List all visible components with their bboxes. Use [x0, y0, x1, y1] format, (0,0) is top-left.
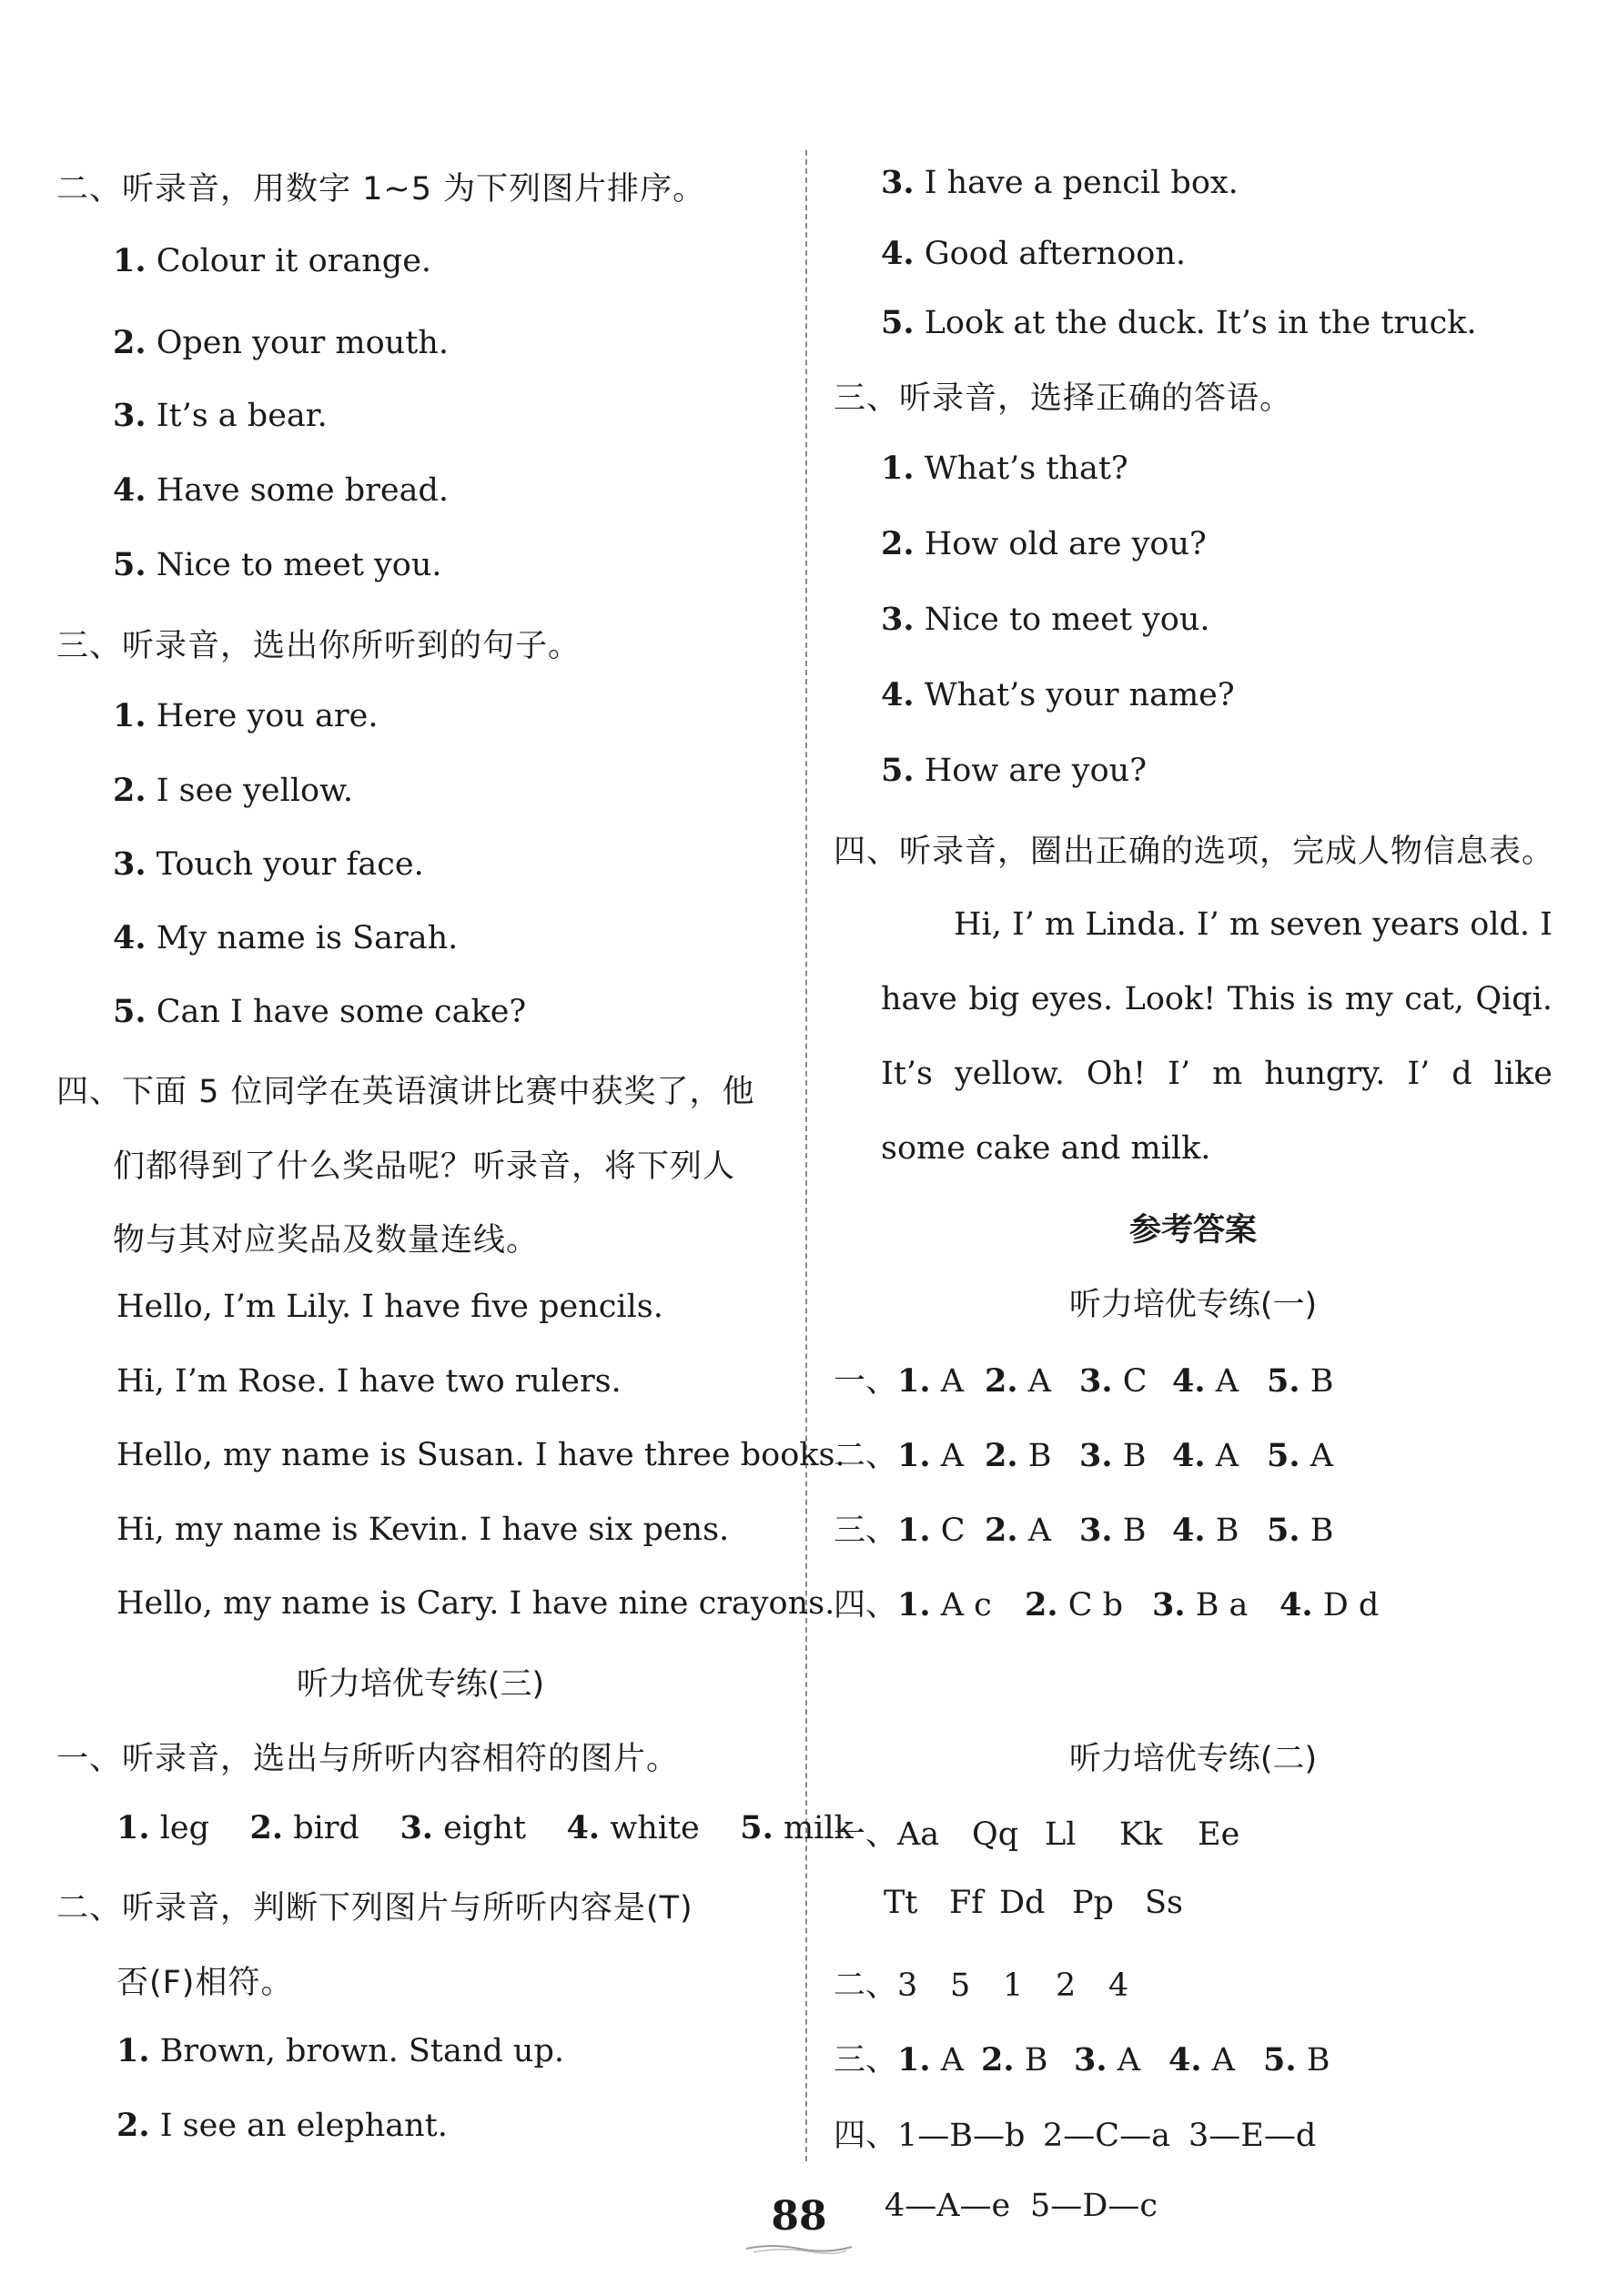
script-line: Hello, my name is Cary. I have nine crayons. — [116, 1585, 835, 1622]
answer-cell — [985, 1362, 1079, 1400]
answer-row: 四、1—B—b 2—C—a 3—E—d — [834, 2118, 1317, 2154]
list-item: 5. Can I have some cake? — [113, 993, 527, 1030]
answer-cell — [985, 1512, 1079, 1549]
answer-row — [834, 1356, 1333, 1401]
list-item: 3. I have a pencil box. — [881, 164, 1239, 201]
list-item: 3. Touch your face. — [113, 845, 424, 883]
list-item: 4. Good afternoon. — [881, 235, 1187, 272]
answer-value: C — [930, 1512, 966, 1549]
answer-number: 4. — [1279, 1586, 1313, 1623]
answer-cell — [1267, 1512, 1333, 1549]
list-item: 2. Open your mouth. — [113, 324, 449, 361]
section-title: 三、听录音，选出你所听到的句子。 — [56, 628, 582, 664]
answer-cell — [1025, 1586, 1152, 1623]
answer-value: B a — [1185, 1587, 1249, 1623]
column-divider — [805, 150, 807, 2161]
answer-cell — [897, 1512, 985, 1549]
wave-ornament-icon — [744, 2241, 854, 2254]
answer-value: B — [1205, 1512, 1239, 1549]
answer-number: 1. — [897, 1586, 931, 1623]
list-item: 1. Colour it orange. — [113, 242, 432, 279]
list-item: 2. How old are you? — [881, 525, 1207, 562]
answer-cell — [1172, 1437, 1267, 1474]
answer-number: 3. — [1079, 1512, 1113, 1549]
unit-title: 听力培优专练(一) — [1068, 1287, 1318, 1323]
answer-row: 二、3 5 1 2 4 — [834, 1967, 1129, 2004]
list-item: 3. Nice to meet you. — [881, 601, 1210, 638]
section-title: 一、听录音，选出与所听内容相符的图片。 — [56, 1741, 680, 1777]
answer-number: 4. — [1172, 1512, 1206, 1549]
list-item: 2. I see yellow. — [113, 772, 354, 809]
answer-number: 2. — [985, 1437, 1018, 1474]
unit-title: 听力培优专练(三) — [296, 1666, 545, 1703]
answer-cell — [1079, 1512, 1172, 1549]
answer-number: 2. — [985, 1512, 1018, 1549]
page-number: 88 — [0, 2193, 1598, 2254]
section-title: 四、下面 5 位同学在英语演讲比赛中获奖了，他 — [56, 1074, 755, 1110]
list-item: 5. Look at the duck. It’s in the truck. — [881, 304, 1477, 341]
row-label: 三、 — [834, 1512, 898, 1549]
answer-value: D d — [1312, 1587, 1380, 1623]
answer-cell — [1172, 1362, 1267, 1400]
list-item: 1. What’s that? — [881, 450, 1128, 487]
answer-cell — [897, 1586, 1025, 1623]
answer-cell — [1267, 1437, 1333, 1474]
answer-value: A — [1205, 1363, 1239, 1400]
list-item: 4. My name is Sarah. — [113, 919, 459, 956]
answer-row: 4—A—e 5—D—c — [885, 2188, 1158, 2224]
answer-row — [834, 1580, 1379, 1625]
answer-row — [834, 1505, 1333, 1551]
answer-value: A — [1300, 1438, 1333, 1474]
answer-number: 4. — [1172, 1437, 1206, 1474]
answer-number: 5. — [1267, 1437, 1300, 1474]
list-item: 5. Nice to meet you. — [113, 546, 442, 583]
answer-number: 3. — [1079, 1437, 1113, 1474]
section-title-cont: 们都得到了什么奖品呢？听录音，将下列人 — [113, 1148, 736, 1185]
list-item: 1. Brown, brown. Stand up. — [116, 2032, 564, 2069]
answer-value: C b — [1057, 1587, 1123, 1623]
answer-cell — [897, 1362, 985, 1400]
unit-title: 听力培优专练(二) — [1068, 1741, 1318, 1777]
section-title: 四、听录音，圈出正确的选项，完成人物信息表。 — [834, 834, 1555, 870]
answer-value: B — [1017, 1438, 1052, 1474]
answer-number: 1. — [897, 1512, 931, 1549]
answer-value: A — [930, 1438, 964, 1474]
answer-cell — [897, 1437, 985, 1474]
section-title-cont: 物与其对应奖品及数量连线。 — [113, 1222, 540, 1259]
answer-value: A — [1205, 1438, 1239, 1474]
list-item: 3. It’s a bear. — [113, 397, 328, 434]
answers-title: 参考答案 — [1128, 1212, 1257, 1249]
row-label: 二、 — [834, 1438, 898, 1474]
answer-value: B — [1300, 1363, 1334, 1400]
list-item: 1. Here you are. — [113, 697, 379, 734]
section-title-cont: 否(F)相符。 — [116, 1965, 294, 2001]
answer-row: 1. leg 2. bird 3. eight 4. white 5. milk — [116, 1809, 854, 1846]
list-item: 4. What’s your name? — [881, 676, 1235, 713]
script-line: Hello, I’m Lily. I have five pencils. — [116, 1289, 663, 1325]
section-title: 二、听录音，用数字 1~5 为下列图片排序。 — [56, 171, 706, 207]
answer-value: C — [1112, 1363, 1148, 1400]
row-label: 一、 — [834, 1363, 898, 1400]
script-line: Hi, I’m Rose. I have two rulers. — [116, 1363, 622, 1400]
answer-number: 5. — [1267, 1512, 1300, 1549]
answer-cell — [1267, 1362, 1333, 1400]
row-label: 四、 — [834, 1587, 898, 1623]
answer-cell — [1152, 1586, 1279, 1623]
answer-number: 3. — [1079, 1362, 1113, 1400]
answer-number: 2. — [1025, 1586, 1058, 1623]
answer-number: 2. — [985, 1362, 1018, 1400]
passage: Hi, I’ m Linda. I’ m seven years old. I have big eyes. Look! This is my cat, Qiqi. It’s yellow. Oh! I’ m hungry. I’ d like some cake and milk. — [881, 906, 1552, 1167]
answer-number: 4. — [1172, 1362, 1206, 1400]
answer-row: 三、1. A 2. B 3. A 4. A 5. B — [834, 2041, 1330, 2079]
answer-value: A c — [930, 1587, 992, 1623]
answer-cell — [1172, 1512, 1267, 1549]
list-item: 2. I see an elephant. — [116, 2107, 448, 2144]
answer-number: 3. — [1152, 1586, 1186, 1623]
answer-number: 1. — [897, 1437, 931, 1474]
script-line: Hi, my name is Kevin. I have six pens. — [116, 1512, 730, 1548]
answer-value: A — [1017, 1363, 1051, 1400]
answer-value: B — [1112, 1438, 1147, 1474]
answer-cell — [1279, 1586, 1379, 1623]
list-item: 5. How are you? — [881, 752, 1147, 789]
answer-row: 一、Aa Qq Ll Kk Ee — [834, 1816, 1240, 1853]
script-line: Hello, my name is Susan. I have three books. — [116, 1437, 845, 1473]
section-title: 二、听录音，判断下列图片与所听内容是(T) — [56, 1890, 693, 1927]
answer-value: B — [1112, 1512, 1147, 1549]
answer-cell — [1079, 1437, 1172, 1474]
answer-row — [834, 1431, 1333, 1476]
answer-value: B — [1300, 1512, 1334, 1549]
answer-row: Tt Ff Dd Pp Ss — [884, 1885, 1183, 1921]
answer-number: 5. — [1267, 1362, 1300, 1400]
answer-value: A — [1017, 1512, 1051, 1549]
section-title: 三、听录音，选择正确的答语。 — [834, 380, 1293, 417]
list-item: 4. Have some bread. — [113, 471, 449, 509]
answer-value: A — [930, 1363, 964, 1400]
answer-cell — [985, 1437, 1079, 1474]
answer-number: 1. — [897, 1362, 931, 1400]
answer-cell — [1079, 1362, 1172, 1400]
